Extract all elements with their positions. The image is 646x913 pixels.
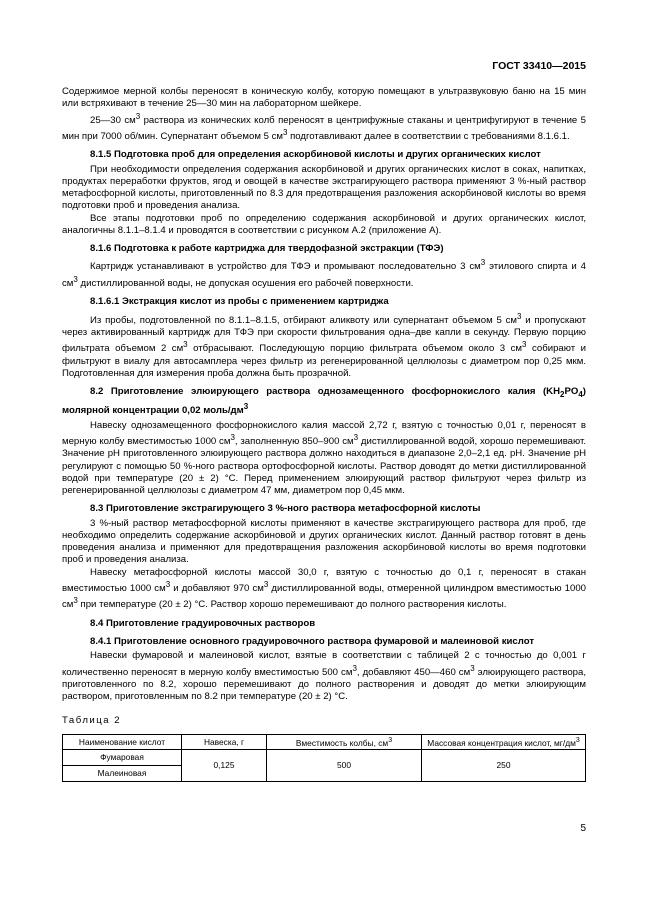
paragraph: Содержимое мерной колбы переносят в коническую колбу, которую помещают в ультразвуковую баню на 15 мин или встряхивают в течение 25—30 мин на лабораторном шейкере. — [62, 86, 586, 110]
paragraph: 3 %-ный раствор метафосфорной кислоты применяют в качестве экстрагирующего раствора для проб, где необходимо определить содержание аскорбиновой и других органических кислот. Данный раствор готовят в день проведения анализа и применяют для предотвращения разложения аскорбиновой кислоты во время подготовки проб и проведения анализа. — [62, 517, 586, 566]
cell-volume: 500 — [267, 749, 422, 781]
paragraph: Навеску метафосфорной кислоты массой 30,0 г, взятую с точностью до 0,1 г, переносят в стакан вместимостью 1000 $см^3$ и добавляют 970 $см^3$ дистиллированной воды, отмеренной цилиндром вместимостью 1000 $см^3$ при температуре (20 ± 2) °С. Раствор хорошо перемешивают до полного растворения кислоты. — [62, 566, 586, 611]
col-header-mass: Навеска, г — [182, 734, 267, 749]
cell-conc: 250 — [422, 749, 586, 781]
section-heading: 8.2 Приготовление элюирующего раствора однозамещенного фосфорнокислого калия $(KH_2PO_4)$ молярной концентрации 0,02 моль/$дм^3$ — [62, 386, 586, 417]
paragraph: Картридж устанавливают в устройство для ТФЭ и промывают последовательно 3 $см^3$ этилового спирта и 4 $см^3$ дистиллированной воды, не допуская осушения его рабочей поверхности. — [62, 258, 586, 289]
body-text — [62, 86, 586, 782]
cell-acid: Фумаровая — [63, 749, 182, 765]
data-table — [62, 734, 586, 782]
cell-acid: Малеиновая — [63, 765, 182, 781]
paragraph: При необходимости определения содержания аскорбиновой и других органических кислот в соках, напитках, продуктах переработки фруктов, ягод и овощей в качестве экстрагирующего раствора применяют 3 %-ный раствор метафосфорной кислоты, приготовленный по 8.3 для предотвращения разложения аскорбиновой кислоты во время подготовки проб и проведения анализа. — [62, 163, 586, 212]
table-header-row — [63, 734, 586, 749]
paragraph: Из пробы, подготовленной по 8.1.1–8.1.5, отбирают аликвоту или супернатант объемом 5 $см^3$ и пропускают через активированный картридж для ТФЭ при скорости фильтрования одна–две капли в секунду. Первую порцию фильтрата объемом 2 $см^3$ отбрасывают. Последующую порцию фильтрата объемом около 3 $см^3$ собирают и фильтруют в виалу для автосамплера через фильтр из регенерированной целлюлозы с диаметром пор 0,25 мкм. Подготовленная для измерения проба должна быть прозрачной. — [62, 311, 587, 379]
col-header-volume: Вместимость колбы, $см^3$ — [267, 734, 422, 749]
table-caption: Таблица 2 — [62, 715, 122, 727]
section-heading: 8.4.1 Приготовление основного градуировочного раствора фумаровой и малеиновой кислот — [90, 636, 535, 648]
table-row — [63, 749, 586, 765]
section-heading: 8.3 Приготовление экстрагирующего 3 %-ного раствора метафосфорной кислоты — [90, 503, 481, 515]
cell-mass: 0,125 — [182, 749, 267, 781]
section-heading: 8.1.5 Подготовка проб для определения аскорбиновой кислоты и других органических кислот — [90, 149, 541, 161]
section-heading: 8.1.6 Подготовка к работе картриджа для твердофазной экстракции (ТФЭ) — [90, 243, 444, 255]
section-heading: 8.1.6.1 Экстракция кислот из пробы с применением картриджа — [90, 296, 389, 308]
page-number: 5 — [580, 823, 586, 834]
col-header-acid: Наименование кислот — [63, 734, 182, 749]
document-id: ГОСТ 33410—2015 — [492, 60, 586, 72]
section-heading: 8.4 Приготовление градуировочных растворов — [90, 617, 316, 629]
paragraph: Навески фумаровой и малеиновой кислот, взятые в соответствии с таблицей 2 с точностью до 0,001 г количественно переносят в мерную колбу вместимостью 500 $см^3$, добавляют 450—460 $см^3$ элюирующего раствора, приготовленного по 8.2, хорошо перемешивают до полного растворения и доводят до метки элюирующим раствором, приготовленным по 8.2 при температуре (20 ± 2) °С. — [62, 650, 586, 703]
paragraph: 25—30 $см^3$ раствора из конических колб переносят в центрифужные стаканы и центрифугируют в течение 5 мин при 7000 об/мин. Супернатант объемом 5 $см^3$ подготавливают далее в соответствии с требованиями 8.1.6.1. — [62, 111, 586, 143]
paragraph: Все этапы подготовки проб по определению содержания аскорбиновой и других органических кислот, аналогичны 8.1.1–8.1.4 и проводятся в соответствии с рисунком А.2 (приложение А). — [62, 212, 586, 236]
paragraph: Навеску однозамещенного фосфорнокислого калия массой 2,72 г, взятую с точностью 0,01 г, переносят в мерную колбу вместимостью 1000 $см^3$, заполненную 850–900 $см^3$ дистиллированной водой, хорошо перемешивают. Значение pH приготовленного элюирующего раствора должно находиться в диапазоне 2,0–2,1 ед. pH. Значение pH регулируют с помощью 50 %-ного раствора ортофосфорной кислоты. Раствор доводят до метки дистиллированной водой при температуре (20 ± 2) °С. Перед применением элюирующий раствор фильтруют через фильтр из регенерированной целлюлозы с диаметром 47 мм, диаметром пор 0,45 мкм. — [62, 419, 586, 497]
col-header-conc: Массовая концентрация кислот, $мг/дм^3$ — [422, 734, 586, 749]
